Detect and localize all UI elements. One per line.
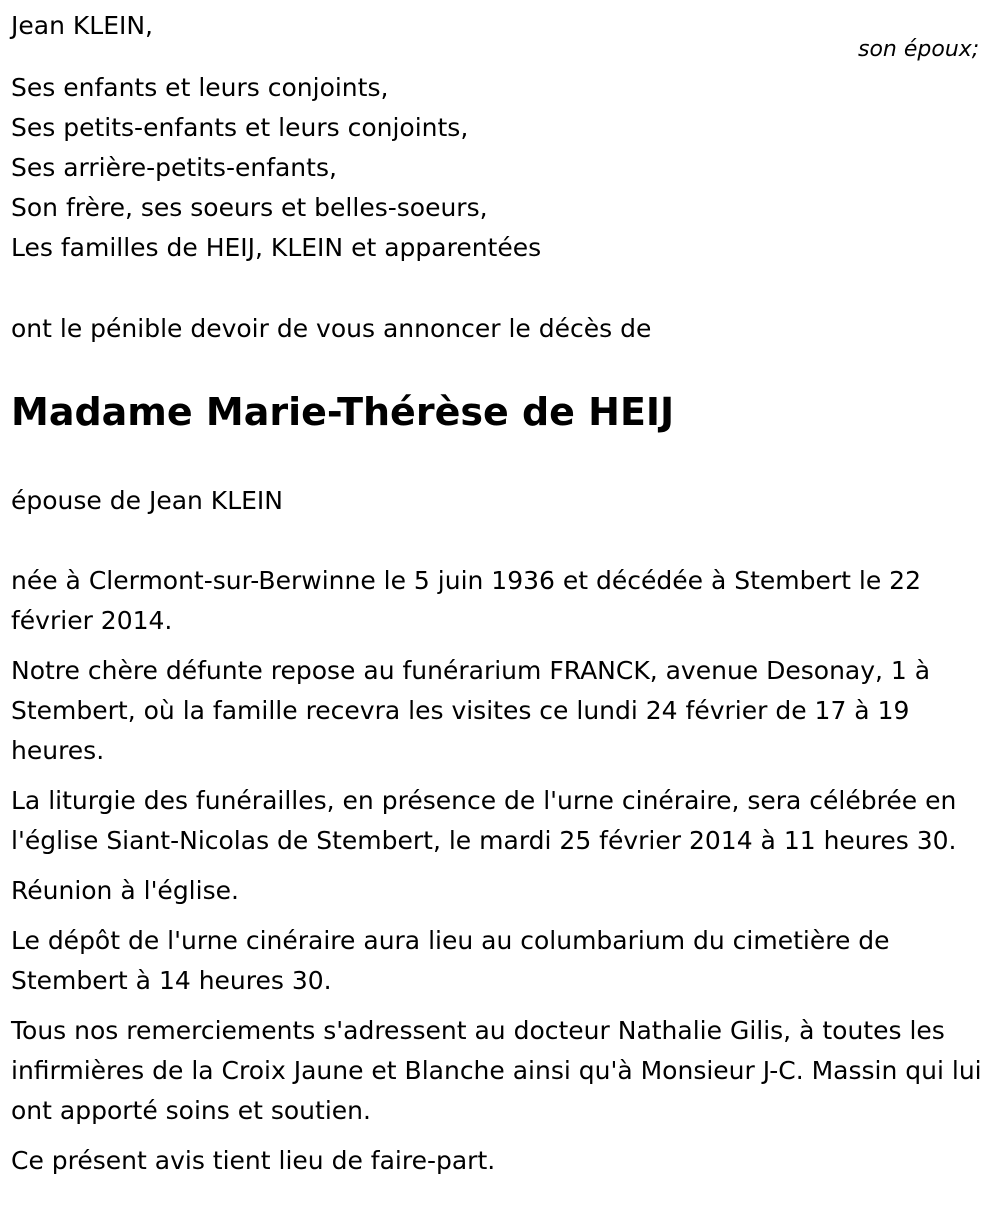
family-list (11, 68, 991, 268)
spouse-of: épouse de Jean KLEIN (11, 486, 283, 515)
thanks-paragraph: Tous nos remerciements s'adressent au docteur Nathalie Gilis, à toutes les infirmières de la Croix Jaune et Blanche ainsi qu'à Monsieur J-C. Massin qui lui ont apporté soins et soutien. (11, 1016, 982, 1125)
funerarium-paragraph: Notre chère défunte repose au funérarium FRANCK, avenue Desonay, 1 à Stembert, où la famille recevra les visites ce lundi 24 février de 17 à 19 heures. (11, 656, 931, 765)
deceased-name: Madame Marie-Thérèse de HEIJ (11, 390, 675, 434)
family-line: Ses petits-enfants et leurs conjoints, (11, 113, 469, 142)
family-line: Ses arrière-petits-enfants, (11, 153, 337, 182)
liturgy-paragraph: La liturgie des funérailles, en présence de l'urne cinéraire, sera célébrée en l'église Siant-Nicolas de Stembert, le mardi 25 février 2014 à 11 heures 30. (11, 786, 957, 855)
husband-row (11, 6, 991, 62)
family-line: Ses enfants et leurs conjoints, (11, 73, 389, 102)
notice-paragraph: Ce présent avis tient lieu de faire-part. (11, 1146, 496, 1175)
birth-death-paragraph: née à Clermont-sur-Berwinne le 5 juin 1936 et décédée à Stembert le 22 février 2014. (11, 566, 921, 635)
announcement: ont le pénible devoir de vous annoncer le décès de (11, 314, 652, 343)
family-line: Les familles de HEIJ, KLEIN et apparentées (11, 233, 542, 262)
meeting-paragraph: Réunion à l'église. (11, 876, 239, 905)
urn-paragraph: Le dépôt de l'urne cinéraire aura lieu au columbarium du cimetière de Stembert à 14 heures 30. (11, 926, 890, 995)
obituary-text (11, 6, 991, 1181)
family-line: Son frère, ses soeurs et belles-soeurs, (11, 193, 488, 222)
husband-name: Jean KLEIN, (11, 11, 154, 40)
husband-role: son époux; (858, 37, 980, 62)
